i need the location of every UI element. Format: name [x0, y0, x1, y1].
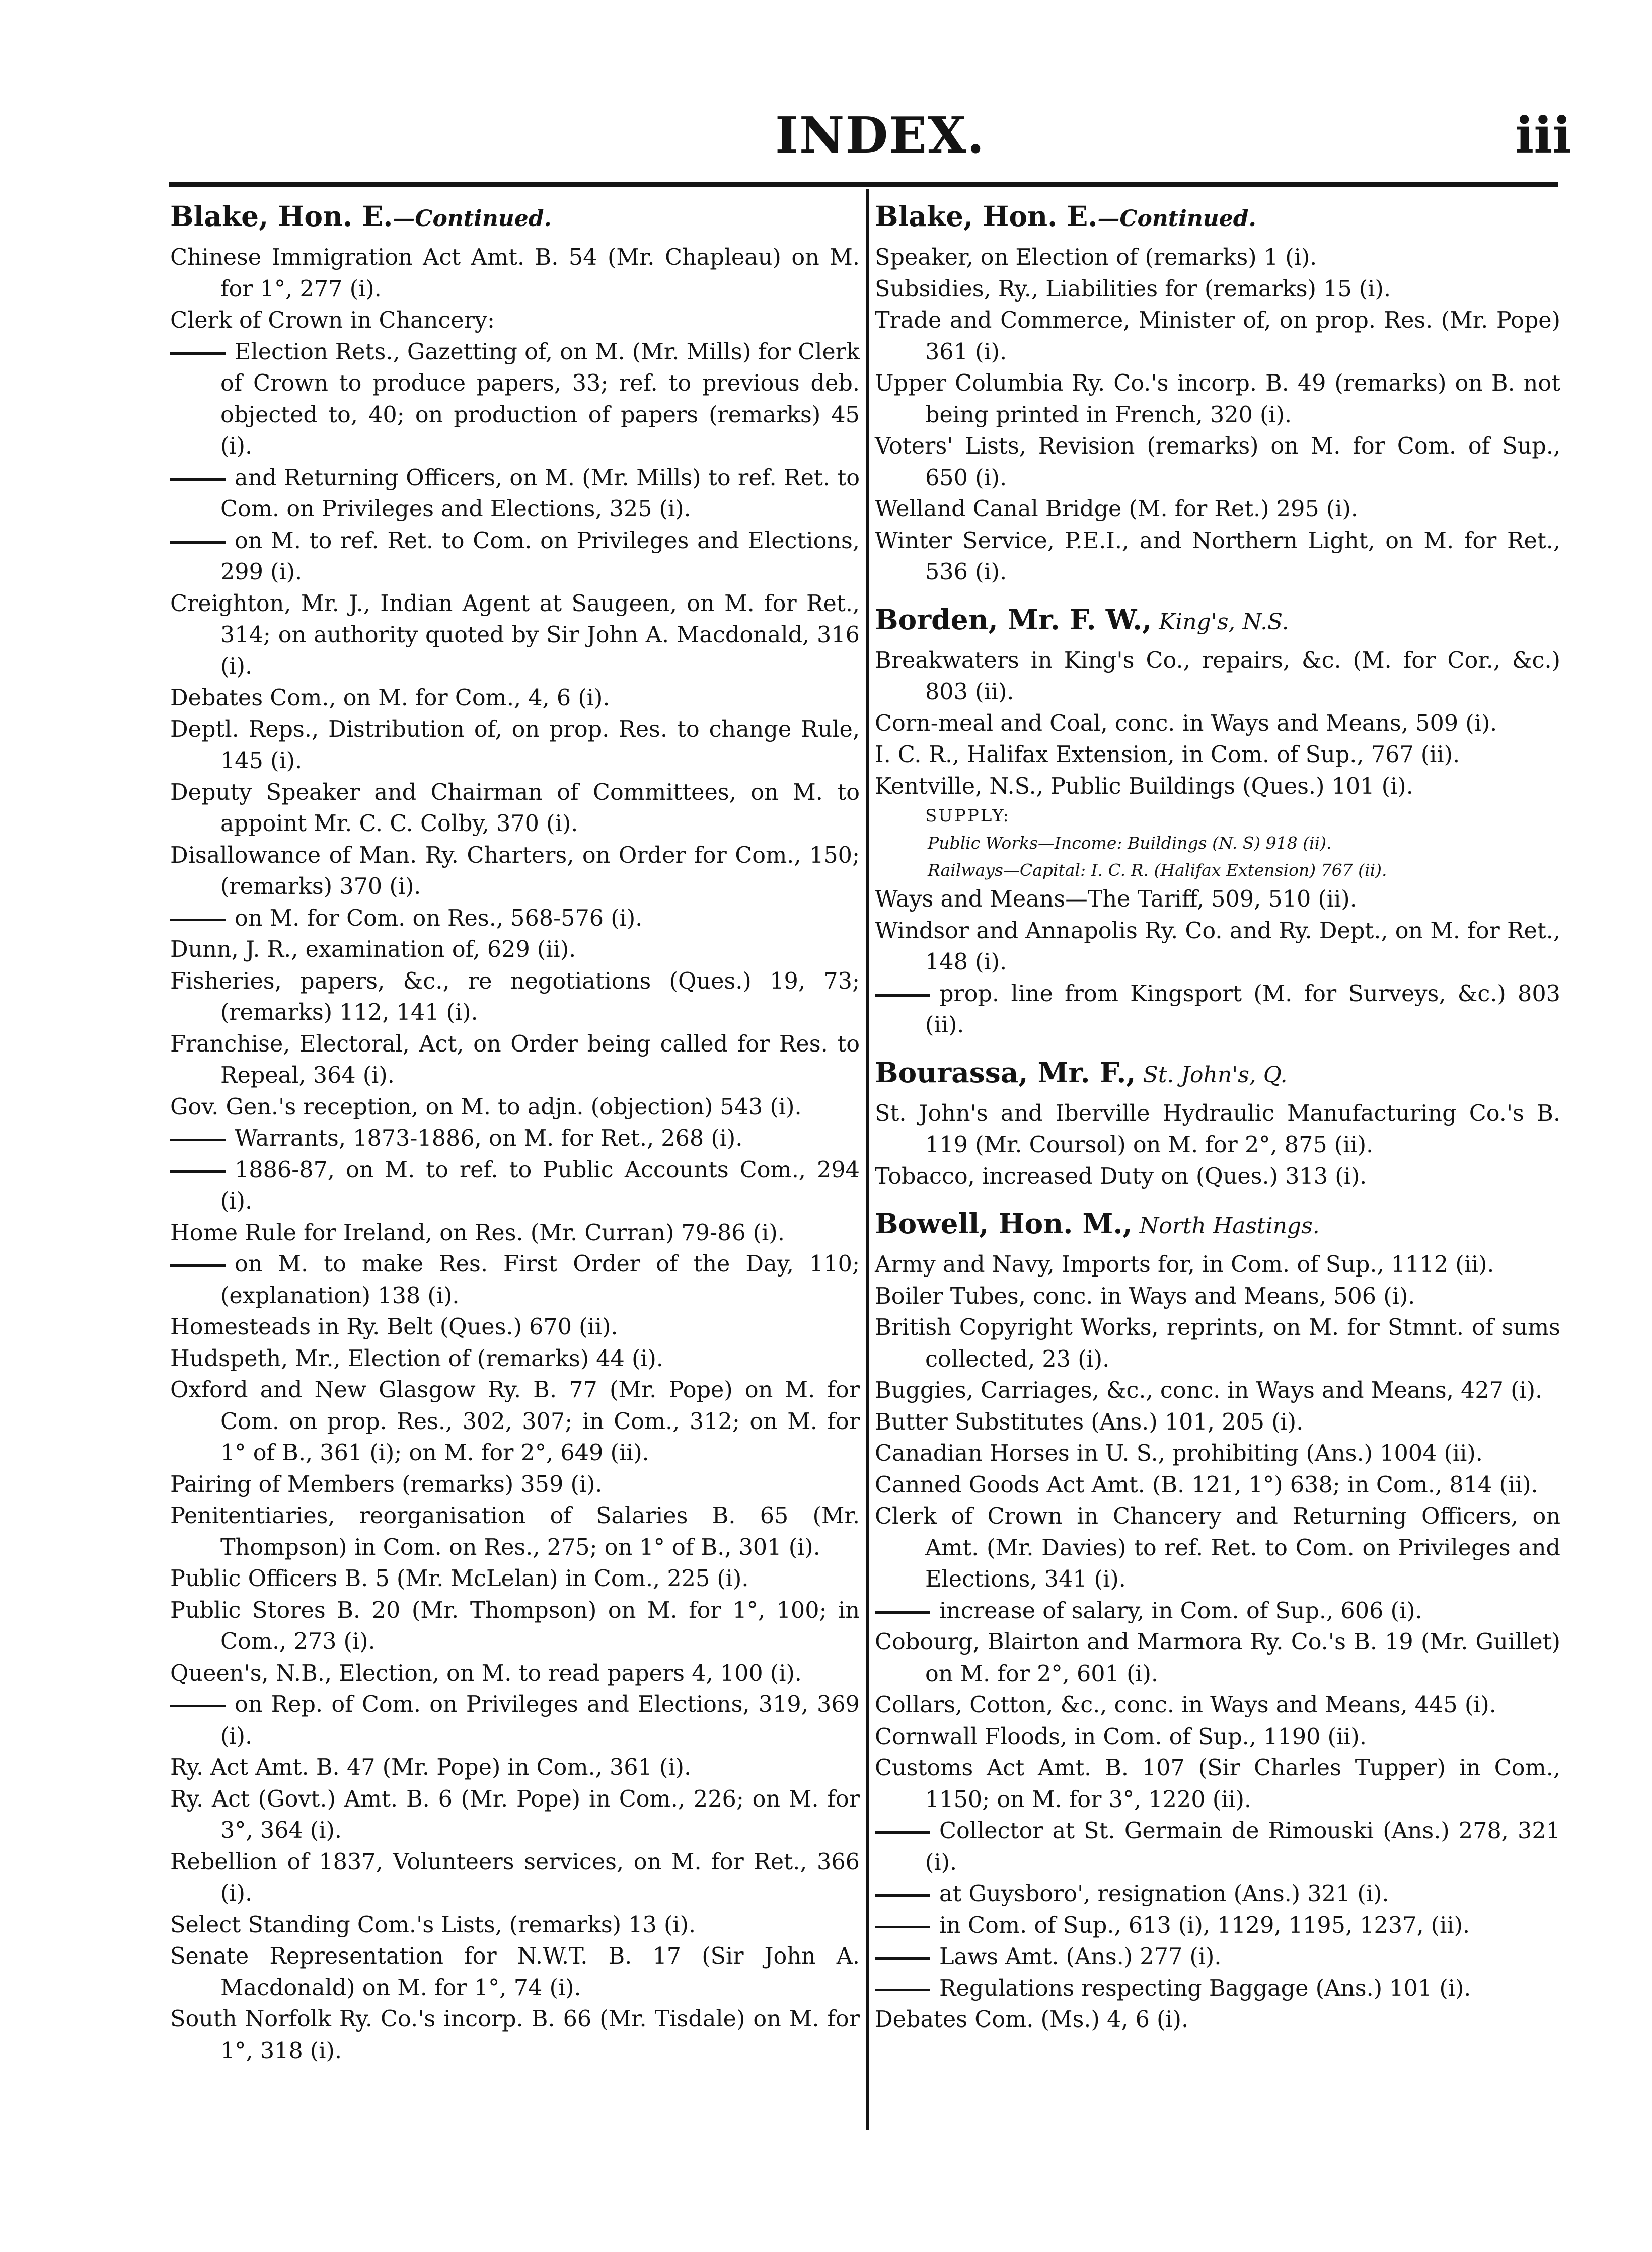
index-entry: Penitentiaries, reorganisation of Salaries B. 65 (Mr. Thompson) in Com. on Res., 275; on 1° of B., 301 (i). [170, 1503, 860, 1560]
index-entry: Clerk of Crown in Chancery: [170, 308, 495, 333]
heading-note: King's, N.S. [1152, 609, 1289, 635]
index-entry: Collars, Cotton, &c., conc. in Ways and Means, 445 (i). [875, 1692, 1496, 1718]
index-entry: Customs Act Amt. B. 107 (Sir Charles Tupper) in Com., 1150; on M. for 3°, 1220 (ii). [875, 1755, 1560, 1813]
heading-note: —Continued. [1097, 206, 1256, 232]
section-entries [875, 1249, 1560, 2036]
index-entry: Trade and Commerce, Minister of, on prop. Res. (Mr. Pope) 361 (i). [875, 308, 1560, 365]
index-entry: Fisheries, papers, &c., re negotiations (Ques.) 19, 73; (remarks) 112, 141 (i). [170, 968, 860, 1025]
index-entry: Canadian Horses in U. S., prohibiting (Ans.) 1004 (ii). [875, 1441, 1483, 1466]
heading-note: St. John's, Q. [1136, 1062, 1288, 1088]
column-divider [866, 189, 869, 2130]
heading-name: Borden, Mr. F. W., [875, 603, 1152, 636]
page-header [0, 0, 1652, 166]
index-subentry: and Returning Officers, on M. (Mr. Mills) to ref. Ret. to Com. on Privileges and Elections, 325 (i). [170, 463, 860, 526]
right-column [875, 199, 1560, 2036]
index-entry: Disallowance of Man. Ry. Charters, on Order for Com., 150; (remarks) 370 (i). [170, 842, 860, 899]
index-entry: Cobourg, Blairton and Marmora Ry. Co.'s B. 19 (Mr. Guillet) on M. for 2°, 601 (i). [875, 1629, 1560, 1687]
supply-label: SUPPLY: [925, 806, 1010, 826]
index-entry: Senate Representation for N.W.T. B. 17 (Sir John A. Macdonald) on M. for 1°, 74 (i). [170, 1943, 860, 2001]
index-entry: Pairing of Members (remarks) 359 (i). [170, 1471, 603, 1497]
section-heading [170, 199, 860, 236]
index-entry: Clerk of Crown in Chancery and Returning Officers, on Amt. (Mr. Davies) to ref. Ret. to Com. on Privileges and Elections, 341 (i). [875, 1504, 1560, 1592]
index-entry: Cornwall Floods, in Com. of Sup., 1190 (ii). [875, 1723, 1367, 1750]
index-entry: Subsidies, Ry., Liabilities for (remarks) 15 (i). [875, 276, 1391, 302]
index-entry: Select Standing Com.'s Lists, (remarks) 13 (i). [170, 1912, 696, 1938]
index-subentry: increase of salary, in Com. of Sup., 606 (i). [875, 1596, 1560, 1627]
left-column [170, 199, 860, 2067]
supply-item: Railways—Capital: I. C. R. (Halifax Extension) 767 (ii). [928, 860, 1387, 880]
left-entries [170, 242, 860, 2067]
index-entry: South Norfolk Ry. Co.'s incorp. B. 66 (Mr. Tisdale) on M. for 1°, 318 (i). [170, 2006, 860, 2064]
index-subentry: Warrants, 1873-1886, on M. for Ret., 268 (i). [170, 1123, 860, 1155]
index-entry: Breakwaters in King's Co., repairs, &c. (M. for Cor., &c.) 803 (ii). [875, 647, 1560, 705]
index-entry: Ways and Means—The Tariff, 509, 510 (ii). [875, 886, 1357, 912]
index-entry: Home Rule for Ireland, on Res. (Mr. Curran) 79-86 (i). [170, 1220, 785, 1246]
page-title: INDEX. [775, 107, 986, 165]
index-subentry: on M. for Com. on Res., 568-576 (i). [170, 903, 860, 935]
section-heading [875, 199, 1560, 236]
index-entry: Voters' Lists, Revision (remarks) on M. for Com. of Sup., 650 (i). [875, 433, 1560, 491]
index-subentry: on M. to make Res. First Order of the Day, 110; (explanation) 138 (i). [170, 1249, 860, 1312]
index-entry: Corn-meal and Coal, conc. in Ways and Means, 509 (i). [875, 710, 1497, 736]
index-entry: Deptl. Reps., Distribution of, on prop. Res. to change Rule, 145 (i). [170, 716, 860, 774]
index-entry: Queen's, N.B., Election, on M. to read papers 4, 100 (i). [170, 1660, 802, 1686]
section-entries [875, 1098, 1560, 1193]
heading-name: Blake, Hon. E. [170, 200, 393, 233]
index-entry: Homesteads in Ry. Belt (Ques.) 670 (ii). [170, 1314, 618, 1340]
index-entry: Dunn, J. R., examination of, 629 (ii). [170, 937, 576, 962]
index-entry: Winter Service, P.E.I., and Northern Light, on M. for Ret., 536 (i). [875, 528, 1560, 585]
index-entry: Chinese Immigration Act Amt. B. 54 (Mr. Chapleau) on M. for 1°, 277 (i). [170, 245, 860, 302]
heading-name: Bowell, Hon. M., [875, 1207, 1133, 1240]
index-entry: Speaker, on Election of (remarks) 1 (i). [875, 245, 1317, 270]
section-entries [875, 242, 1560, 588]
index-subentry: at Guysboro', resignation (Ans.) 321 (i). [875, 1879, 1560, 1910]
index-entry: Deputy Speaker and Chairman of Committees, on M. to appoint Mr. C. C. Colby, 370 (i). [170, 779, 860, 837]
index-entry: Creighton, Mr. J., Indian Agent at Saugeen, on M. for Ret., 314; on authority quoted by Sir John A. Macdonald, 316 (i). [170, 590, 860, 680]
index-entry: St. John's and Iberville Hydraulic Manufacturing Co.'s B. 119 (Mr. Coursol) on M. for 2°, 875 (ii). [875, 1100, 1560, 1158]
index-entry: Windsor and Annapolis Ry. Co. and Ry. Dept., on M. for Ret., 148 (i). [875, 918, 1560, 975]
index-subentry: prop. line from Kingsport (M. for Surveys, &c.) 803 (ii). [875, 979, 1560, 1041]
section-heading [875, 1207, 1560, 1243]
index-subentry: in Com. of Sup., 613 (i), 1129, 1195, 1237, (ii). [875, 1910, 1560, 1942]
index-entry: Butter Substitutes (Ans.) 101, 205 (i). [875, 1409, 1304, 1435]
index-entry: Upper Columbia Ry. Co.'s incorp. B. 49 (remarks) on B. not being printed in French, 320 (i). [875, 370, 1560, 428]
index-entry: Public Officers B. 5 (Mr. McLelan) in Com., 225 (i). [170, 1566, 749, 1592]
index-entry: Army and Navy, Imports for, in Com. of Sup., 1112 (ii). [875, 1252, 1494, 1278]
index-entry: British Copyright Works, reprints, on M. for Stmnt. of sums collected, 23 (i). [875, 1315, 1560, 1372]
supply-item: Public Works—Income: Buildings (N. S) 918 (ii). [928, 833, 1332, 853]
index-subentry: Election Rets., Gazetting of, on M. (Mr. Mills) for Clerk of Crown to produce papers, 33; ref. to previous deb. objected to, 40; on production of papers (remarks) 45 (i). [170, 337, 860, 463]
index-entry: Ry. Act Amt. B. 47 (Mr. Pope) in Com., 361 (i). [170, 1755, 692, 1780]
index-subentry: Regulations respecting Baggage (Ans.) 101 (i). [875, 1973, 1560, 2005]
index-entry: Welland Canal Bridge (M. for Ret.) 295 (i). [875, 496, 1358, 522]
index-entry: I. C. R., Halifax Extension, in Com. of Sup., 767 (ii). [875, 742, 1460, 768]
heading-name: Bourassa, Mr. F., [875, 1056, 1136, 1089]
index-subentry: on Rep. of Com. on Privileges and Elections, 319, 369 (i). [170, 1689, 860, 1752]
index-entry: Canned Goods Act Amt. (B. 121, 1°) 638; in Com., 814 (ii). [875, 1472, 1538, 1498]
index-entry: Gov. Gen.'s reception, on M. to adjn. (objection) 543 (i). [170, 1094, 802, 1120]
heading-name: Blake, Hon. E. [875, 200, 1098, 233]
index-subentry: on M. to ref. Ret. to Com. on Privileges and Elections, 299 (i). [170, 526, 860, 588]
index-entry: Rebellion of 1837, Volunteers services, on M. for Ret., 366 (i). [170, 1849, 860, 1906]
index-entry: Oxford and New Glasgow Ry. B. 77 (Mr. Pope) on M. for Com. on prop. Res., 302, 307; in Com., 312; on M. for 1° of B., 361 (i); on M. for 2°, 649 (ii). [170, 1377, 860, 1466]
heading-note: —Continued. [393, 206, 552, 232]
page-number: iii [1515, 107, 1571, 165]
index-subentry: Collector at St. Germain de Rimouski (Ans.) 278, 321 (i). [875, 1816, 1560, 1879]
index-entry: Debates Com. (Ms.) 4, 6 (i). [875, 2007, 1189, 2033]
index-entry: Debates Com., on M. for Com., 4, 6 (i). [170, 685, 610, 711]
index-entry: Public Stores B. 20 (Mr. Thompson) on M. for 1°, 100; in Com., 273 (i). [170, 1597, 860, 1655]
section-heading [875, 1056, 1560, 1092]
heading-note: North Hastings. [1132, 1213, 1320, 1239]
section-entries [875, 645, 1560, 1041]
index-entry: Hudspeth, Mr., Election of (remarks) 44 (i). [170, 1345, 664, 1372]
index-subentry: Laws Amt. (Ans.) 277 (i). [875, 1941, 1560, 1973]
index-subentry: 1886-87, on M. to ref. to Public Accounts Com., 294 (i). [170, 1155, 860, 1218]
index-entry: Ry. Act (Govt.) Amt. B. 6 (Mr. Pope) in Com., 226; on M. for 3°, 364 (i). [170, 1786, 860, 1843]
index-entry: Buggies, Carriages, &c., conc. in Ways and Means, 427 (i). [875, 1378, 1543, 1403]
section-heading [875, 603, 1560, 639]
header-rule [169, 182, 1558, 187]
index-entry: Boiler Tubes, conc. in Ways and Means, 506 (i). [875, 1283, 1415, 1309]
index-entry: Kentville, N.S., Public Buildings (Ques.) 101 (i). [875, 773, 1413, 799]
index-entry: Tobacco, increased Duty on (Ques.) 313 (i). [875, 1163, 1367, 1189]
index-entry: Franchise, Electoral, Act, on Order being called for Res. to Repeal, 364 (i). [170, 1031, 860, 1088]
